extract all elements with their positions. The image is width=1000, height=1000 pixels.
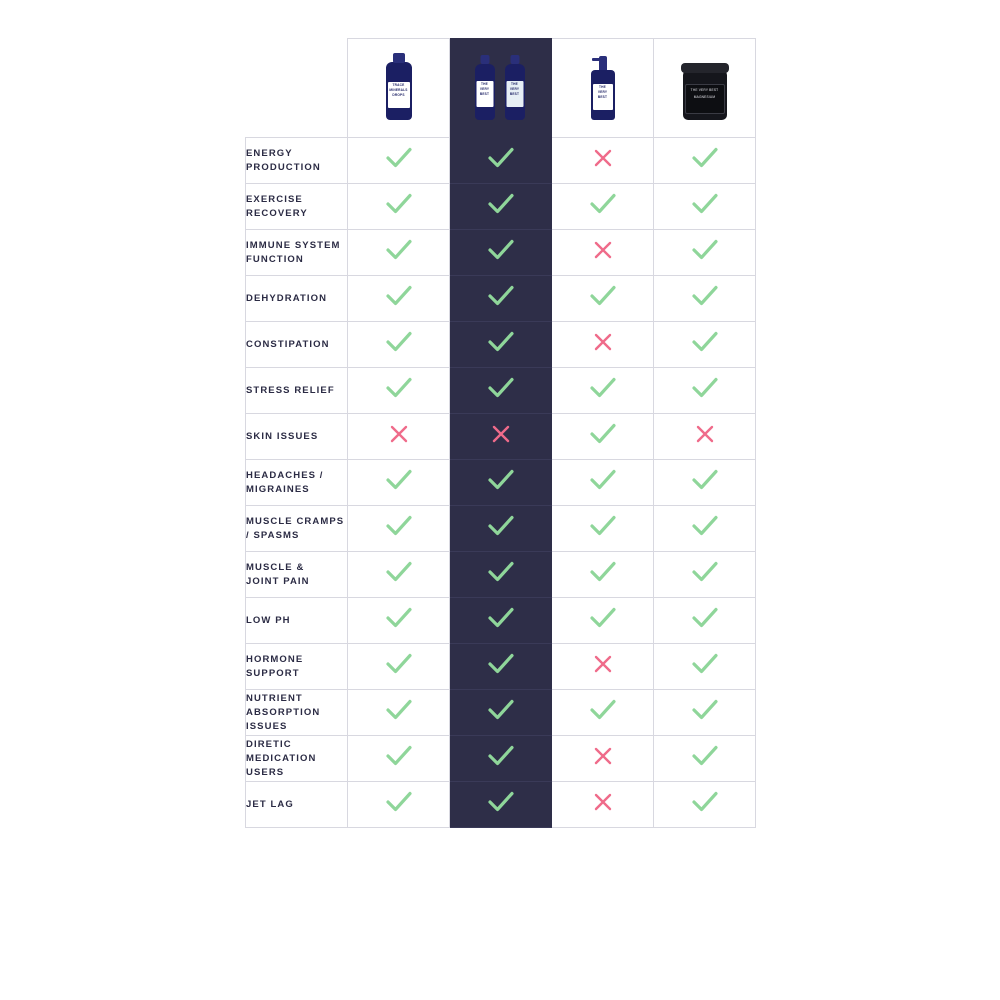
bottle-shape [505, 64, 525, 120]
check-icon [488, 515, 514, 537]
table-row [246, 736, 756, 782]
bottle-cap [480, 55, 489, 64]
feature-label-line: IMMUNE SYSTEM [246, 239, 341, 251]
cell-r9-c2 [552, 552, 654, 598]
cell-r12-c1 [450, 690, 552, 736]
bottle-shape [475, 64, 495, 120]
header-corner-cell [246, 39, 348, 138]
cell-r2-c1 [450, 230, 552, 276]
cell-r5-c0 [348, 368, 450, 414]
product-comparison-table [245, 38, 755, 828]
product-header-product-4[interactable] [654, 39, 756, 138]
cell-r13-c1 [450, 736, 552, 782]
check-icon [692, 193, 718, 215]
check-icon [590, 423, 616, 445]
feature-label-cell [246, 644, 348, 690]
check-icon [590, 377, 616, 399]
cell-r12-c0 [348, 690, 450, 736]
cross-icon [593, 240, 613, 260]
comparison-grid [245, 38, 756, 828]
table-row [246, 230, 756, 276]
feature-label-cell [246, 184, 348, 230]
feature-label-line: SKIN ISSUES [246, 430, 319, 442]
check-icon [488, 561, 514, 583]
cell-r10-c2 [552, 598, 654, 644]
table-row [246, 460, 756, 506]
check-icon [386, 653, 412, 675]
check-icon [488, 377, 514, 399]
bottle-cap [393, 53, 405, 63]
check-icon [590, 607, 616, 629]
feature-label-cell [246, 506, 348, 552]
cross-icon [695, 424, 715, 444]
cell-r11-c1 [450, 644, 552, 690]
cell-r8-c3 [654, 506, 756, 552]
cell-r9-c0 [348, 552, 450, 598]
cell-r3-c3 [654, 276, 756, 322]
feature-label-line: JET LAG [246, 798, 294, 810]
feature-label-line: FUNCTION [246, 253, 304, 265]
check-icon [590, 699, 616, 721]
check-icon [386, 331, 412, 353]
check-icon [692, 377, 718, 399]
cell-r0-c0 [348, 138, 450, 184]
cell-r4-c2 [552, 322, 654, 368]
feature-label-cell [246, 276, 348, 322]
check-icon [692, 469, 718, 491]
cell-r6-c1 [450, 414, 552, 460]
bottle-label-line: TRACE [392, 82, 405, 87]
feature-label-cell [246, 230, 348, 276]
table-row [246, 644, 756, 690]
cell-r2-c2 [552, 230, 654, 276]
feature-label-cell [246, 598, 348, 644]
feature-label-cell [246, 460, 348, 506]
check-icon [692, 745, 718, 767]
cross-icon [389, 424, 409, 444]
check-icon [692, 285, 718, 307]
cell-r7-c3 [654, 460, 756, 506]
bottle-label-line: BEST [509, 91, 520, 96]
cell-r7-c0 [348, 460, 450, 506]
tub-label [685, 84, 725, 114]
bottle-shape [386, 62, 412, 120]
cross-icon [491, 424, 511, 444]
cell-r1-c3 [654, 184, 756, 230]
feature-label-line: HORMONE [246, 653, 304, 665]
cell-r12-c2 [552, 690, 654, 736]
table-row [246, 598, 756, 644]
cell-r4-c3 [654, 322, 756, 368]
cell-r7-c2 [552, 460, 654, 506]
check-icon [590, 193, 616, 215]
check-icon [692, 653, 718, 675]
check-icon [488, 147, 514, 169]
feature-label-cell [246, 368, 348, 414]
cross-icon [593, 148, 613, 168]
cell-r1-c0 [348, 184, 450, 230]
bottle-label-line: VERY [597, 89, 608, 94]
table-row [246, 552, 756, 598]
bottle-label [506, 81, 523, 107]
table-row [246, 782, 756, 828]
product-image-product-3 [557, 50, 649, 122]
table-row [246, 506, 756, 552]
product-image-product-4 [659, 50, 751, 122]
check-icon [488, 745, 514, 767]
check-icon [590, 561, 616, 583]
check-icon [386, 561, 412, 583]
check-icon [590, 469, 616, 491]
check-icon [386, 193, 412, 215]
check-icon [488, 653, 514, 675]
table-row [246, 276, 756, 322]
cell-r1-c2 [552, 184, 654, 230]
feature-label-cell [246, 138, 348, 184]
bottle-label [388, 82, 410, 108]
cell-r13-c0 [348, 736, 450, 782]
bottle-label-line: THE [511, 81, 518, 86]
bottle-shape [591, 70, 615, 120]
bottle-label-line: THE [481, 81, 488, 86]
bottle-label-line: THE [599, 84, 606, 89]
table-row [246, 322, 756, 368]
check-icon [386, 239, 412, 261]
cell-r3-c2 [552, 276, 654, 322]
check-icon [692, 331, 718, 353]
cell-r13-c3 [654, 736, 756, 782]
bottle-label-line: BEST [597, 94, 608, 99]
cell-r11-c3 [654, 644, 756, 690]
feature-label-line: DEHYDRATION [246, 292, 328, 304]
bottle-label [593, 84, 613, 110]
table-row [246, 368, 756, 414]
feature-label-cell [246, 414, 348, 460]
cell-r8-c2 [552, 506, 654, 552]
feature-label-line: MEDICATION [246, 752, 317, 764]
feature-label-cell [246, 322, 348, 368]
feature-label-line: MUSCLE CRAMPS [246, 515, 345, 527]
check-icon [692, 239, 718, 261]
feature-label-line: ABSORPTION [246, 706, 321, 718]
bottle-label-line: MINERALS [389, 87, 408, 92]
cell-r14-c2 [552, 782, 654, 828]
feature-label-line: MIGRAINES [246, 483, 310, 495]
cross-icon [593, 746, 613, 766]
spray-nozzle [592, 58, 600, 61]
check-icon [386, 745, 412, 767]
check-icon [488, 285, 514, 307]
feature-label-line: JOINT PAIN [246, 575, 310, 587]
check-icon [488, 791, 514, 813]
check-icon [590, 515, 616, 537]
feature-label-line: ENERGY [246, 147, 293, 159]
cell-r0-c3 [654, 138, 756, 184]
cell-r9-c1 [450, 552, 552, 598]
feature-label-cell [246, 552, 348, 598]
cell-r11-c0 [348, 644, 450, 690]
cross-icon [593, 792, 613, 812]
check-icon [692, 515, 718, 537]
cell-r0-c1 [450, 138, 552, 184]
bottle-label-line: VERY [509, 86, 520, 91]
cell-r13-c2 [552, 736, 654, 782]
feature-label-cell [246, 782, 348, 828]
check-icon [692, 561, 718, 583]
feature-label-cell [246, 690, 348, 736]
product-header-row [246, 39, 756, 138]
check-icon [386, 377, 412, 399]
product-header-product-2[interactable] [450, 39, 552, 138]
tub-label-line: MAGNESIUM [693, 94, 716, 99]
check-icon [488, 239, 514, 261]
table-row [246, 690, 756, 736]
check-icon [692, 791, 718, 813]
bottle-cap [510, 55, 519, 64]
feature-label-line: USERS [246, 766, 285, 778]
cell-r5-c1 [450, 368, 552, 414]
feature-label-line: STRESS RELIEF [246, 384, 335, 396]
cell-r3-c1 [450, 276, 552, 322]
cell-r8-c0 [348, 506, 450, 552]
tub-lid [681, 63, 729, 73]
table-row [246, 184, 756, 230]
check-icon [488, 699, 514, 721]
check-icon [386, 607, 412, 629]
cell-r12-c3 [654, 690, 756, 736]
table-row [246, 138, 756, 184]
cell-r4-c1 [450, 322, 552, 368]
cell-r5-c3 [654, 368, 756, 414]
check-icon [590, 285, 616, 307]
bottle-label-line: BEST [479, 91, 490, 96]
check-icon [386, 147, 412, 169]
cell-r14-c1 [450, 782, 552, 828]
check-icon [692, 147, 718, 169]
check-icon [488, 607, 514, 629]
product-header-product-3[interactable] [552, 39, 654, 138]
cell-r3-c0 [348, 276, 450, 322]
check-icon [488, 331, 514, 353]
cell-r7-c1 [450, 460, 552, 506]
feature-label-line: HEADACHES / [246, 469, 324, 481]
product-image-product-2 [455, 50, 547, 122]
product-header-product-1[interactable] [348, 39, 450, 138]
feature-label-line: RECOVERY [246, 207, 308, 219]
cell-r11-c2 [552, 644, 654, 690]
cell-r9-c3 [654, 552, 756, 598]
tub-label-line: THE VERY BEST [690, 87, 719, 92]
check-icon [488, 193, 514, 215]
cell-r14-c0 [348, 782, 450, 828]
table-row [246, 414, 756, 460]
feature-label-line: EXERCISE [246, 193, 303, 205]
feature-label-line: CONSTIPATION [246, 338, 330, 350]
cell-r14-c3 [654, 782, 756, 828]
cell-r6-c2 [552, 414, 654, 460]
cell-r5-c2 [552, 368, 654, 414]
cross-icon [593, 332, 613, 352]
cross-icon [593, 654, 613, 674]
feature-label-line: DIRETIC [246, 738, 292, 750]
feature-label-cell [246, 736, 348, 782]
feature-label-line: NUTRIENT [246, 692, 303, 704]
cell-r2-c3 [654, 230, 756, 276]
check-icon [386, 515, 412, 537]
feature-label-line: / SPASMS [246, 529, 300, 541]
feature-label-line: ISSUES [246, 720, 288, 732]
cell-r1-c1 [450, 184, 552, 230]
cell-r6-c3 [654, 414, 756, 460]
spray-cap [599, 56, 607, 70]
bottle-label-line: DROPS [392, 92, 405, 97]
check-icon [692, 699, 718, 721]
check-icon [386, 699, 412, 721]
feature-label-line: SUPPORT [246, 667, 300, 679]
cell-r10-c0 [348, 598, 450, 644]
bottle-label-line: VERY [479, 86, 490, 91]
check-icon [386, 285, 412, 307]
check-icon [386, 469, 412, 491]
feature-label-line: LOW PH [246, 614, 291, 626]
feature-label-line: MUSCLE & [246, 561, 305, 573]
cell-r0-c2 [552, 138, 654, 184]
cell-r10-c3 [654, 598, 756, 644]
feature-label-line: PRODUCTION [246, 161, 321, 173]
cell-r10-c1 [450, 598, 552, 644]
cell-r4-c0 [348, 322, 450, 368]
cell-r8-c1 [450, 506, 552, 552]
cell-r6-c0 [348, 414, 450, 460]
product-image-product-1 [353, 50, 445, 122]
tub-shape [683, 70, 727, 120]
check-icon [488, 469, 514, 491]
cell-r2-c0 [348, 230, 450, 276]
check-icon [386, 791, 412, 813]
bottle-label [476, 81, 493, 107]
check-icon [692, 607, 718, 629]
